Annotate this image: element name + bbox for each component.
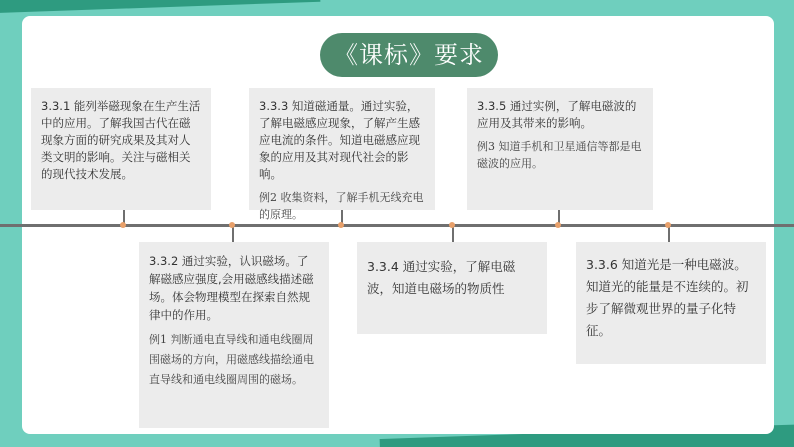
timeline-dot: [449, 222, 455, 228]
timeline-dot: [555, 222, 561, 228]
standard-text: 3.3.1 能列举磁现象在生产生活中的应用。了解我国古代在磁现象方面的研究成果及其对人类文明的影响。关注与磁相关的现代技术发展。: [41, 99, 201, 181]
timeline-tick: [452, 227, 454, 242]
standard-box-3-3-3: [249, 88, 435, 221]
standard-box-3-3-1: [31, 88, 211, 210]
standard-text: 3.3.6 知道光是一种电磁波。知道光的能量是不连续的。初步了解微观世界的量子化特征。: [586, 257, 749, 338]
example-text: 例1 判断通电直导线和通电线圈周围磁场的方向，用磁感线描绘通电直导线和通电线圈周围的磁场。: [149, 333, 314, 386]
timeline-tick: [668, 227, 670, 242]
example-text: 例3 知道手机和卫星通信等都是电磁波的应用。: [477, 140, 642, 170]
standard-text: 3.3.2 通过实验，认识磁场。了解磁感应强度,会用磁感线描述磁场。体会物理模型在探索自然规律中的作用。: [149, 254, 314, 322]
standard-text: 3.3.3 知道磁通量。通过实验，了解电磁感应现象，了解产生感应电流的条件。知道电磁感应现象的应用及其对现代社会的影响。: [259, 99, 420, 181]
example-text: 例2 收集资料，了解手机无线充电的原理。: [259, 191, 424, 221]
standard-box-3-3-2: [139, 242, 329, 428]
standard-box-3-3-5: [467, 88, 653, 210]
standard-text: 3.3.5 通过实例，了解电磁波的应用及其带来的影响。: [477, 99, 637, 130]
slide-title: 《课标》要求: [320, 33, 498, 77]
standard-text: 3.3.4 通过实验，了解电磁波，知道电磁场的物质性: [367, 259, 516, 296]
timeline-dot: [120, 222, 126, 228]
timeline-dot: [229, 222, 235, 228]
standard-box-3-3-6: [576, 242, 766, 364]
timeline-dot: [665, 222, 671, 228]
decor-stripe-top: [0, 0, 320, 14]
timeline-tick: [232, 227, 234, 242]
standard-box-3-3-4: [357, 242, 547, 334]
